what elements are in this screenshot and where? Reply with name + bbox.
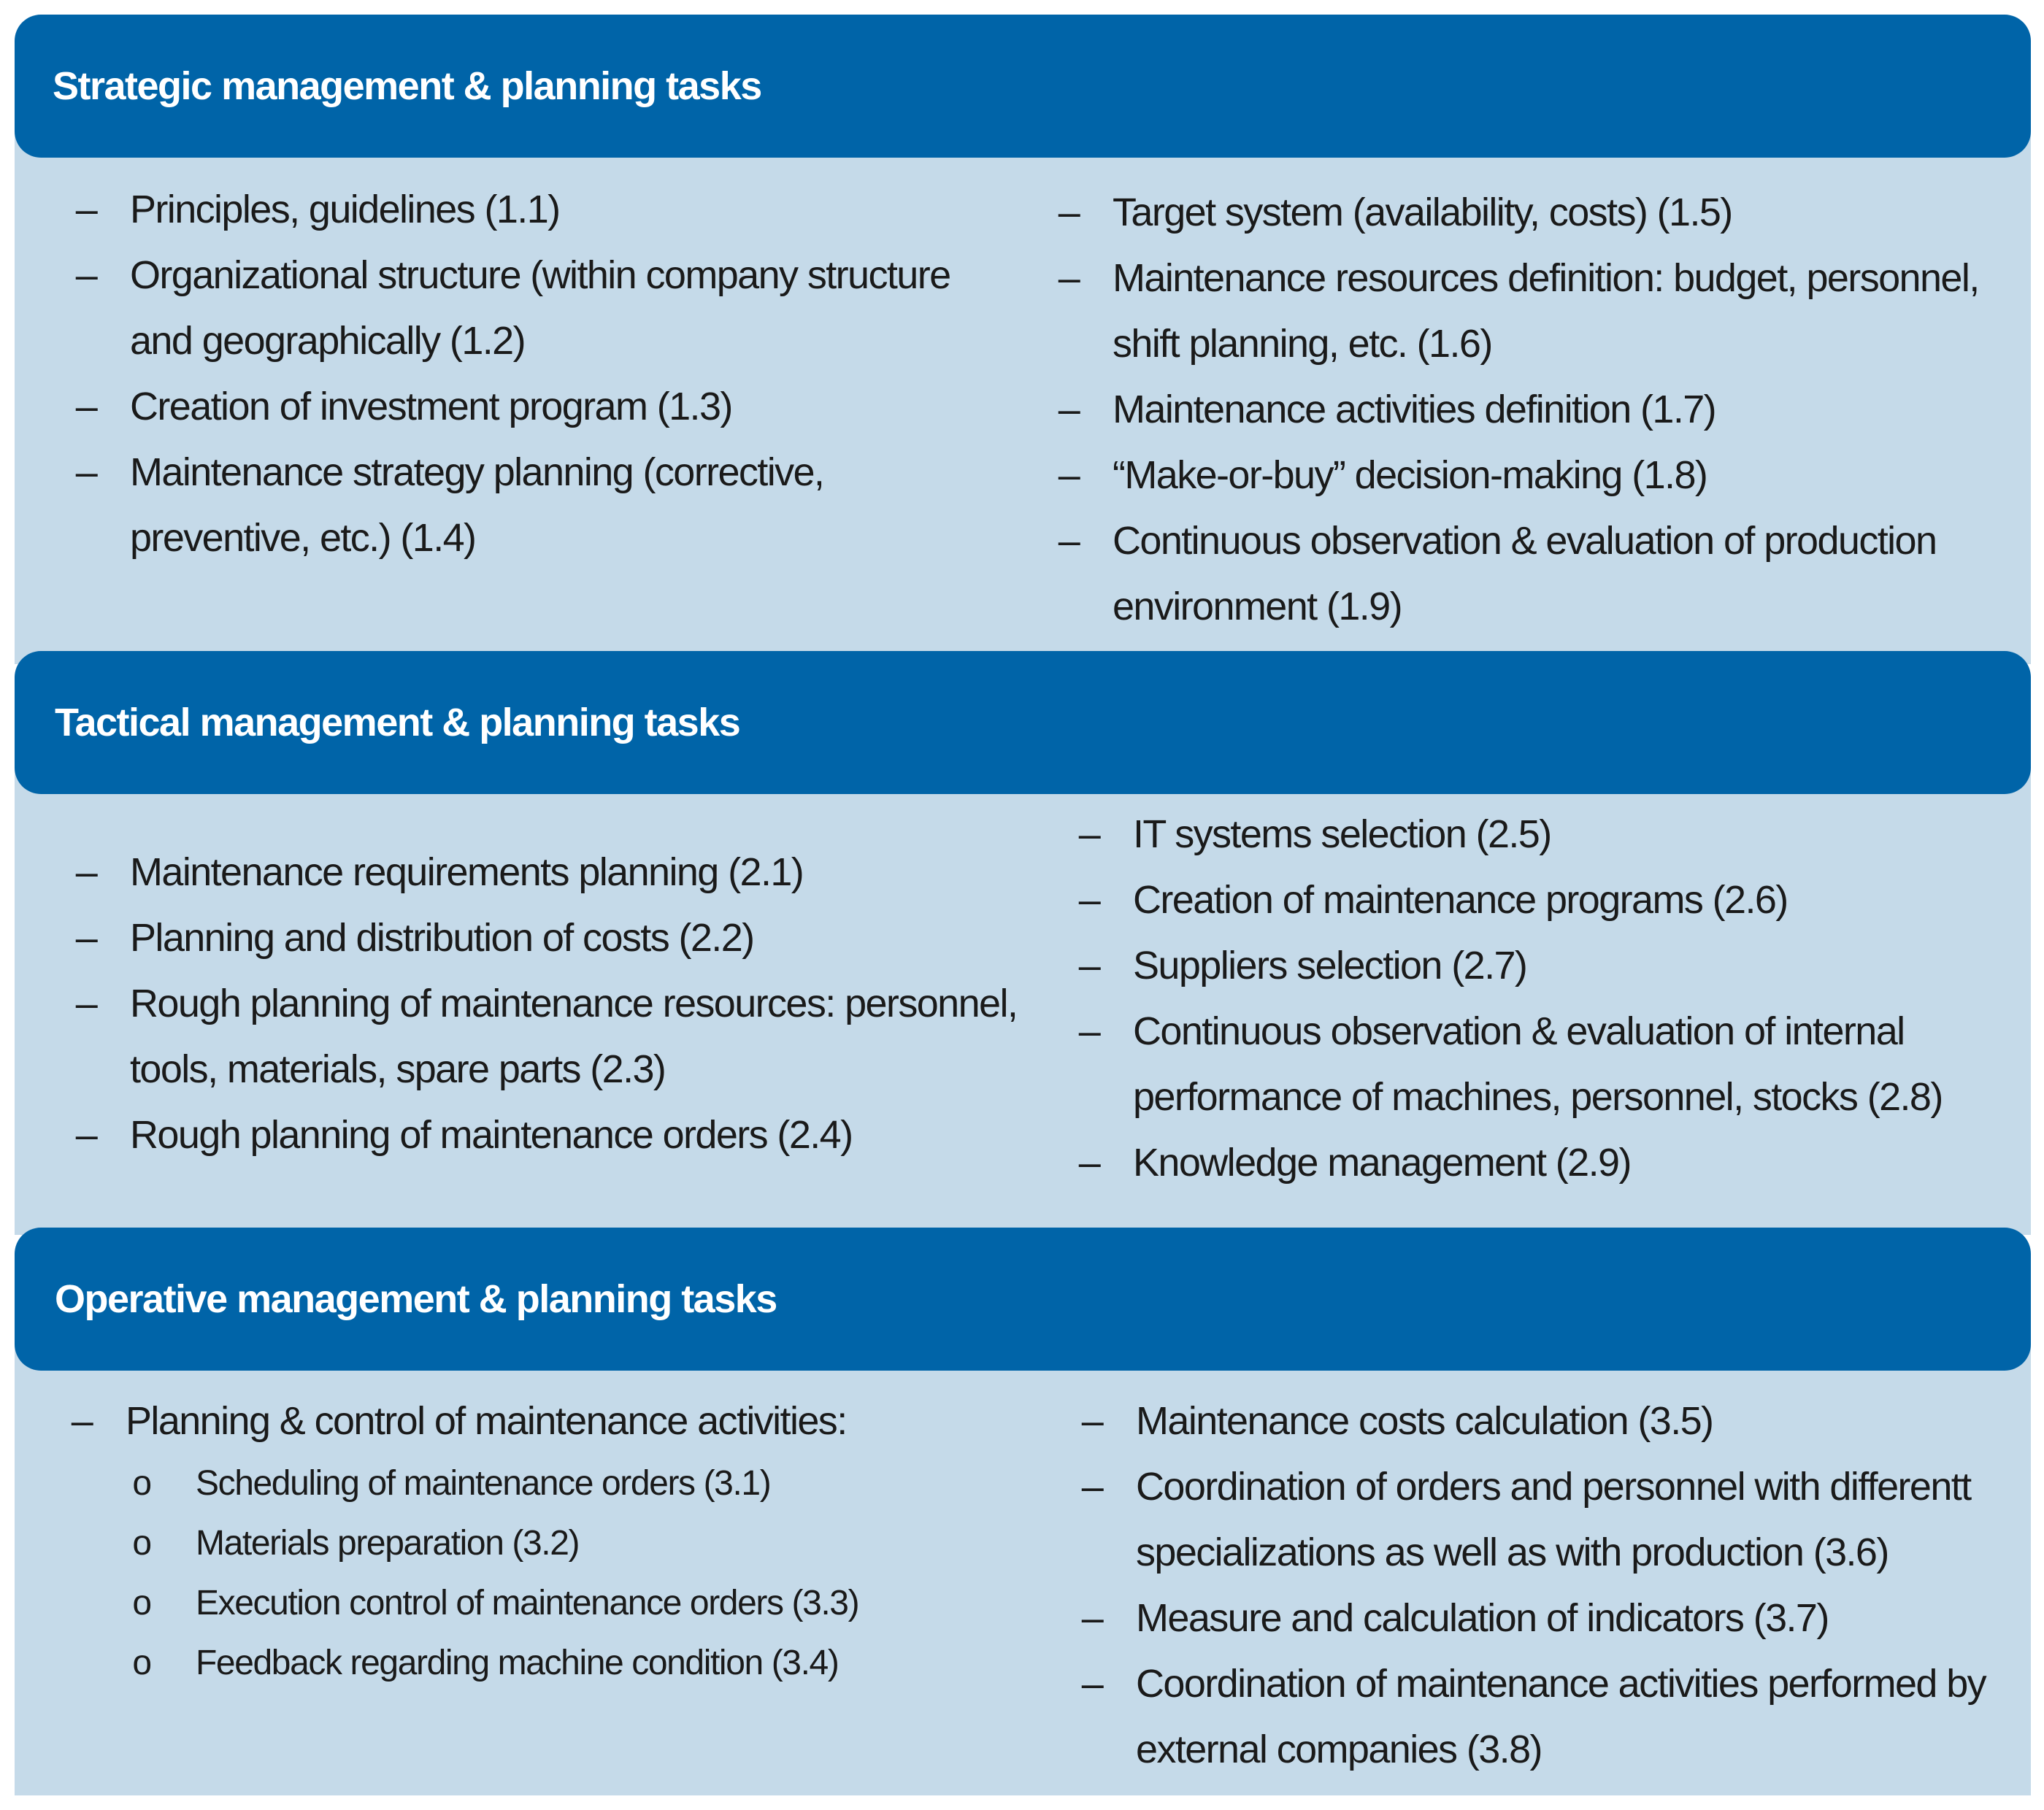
- list-item: [72, 971, 1021, 1036]
- list-item: [1054, 180, 2003, 245]
- sub-list-item: [67, 1454, 1016, 1514]
- list-item-text: environment (1.9): [1113, 585, 1402, 628]
- list-item-text: performance of machines, personnel, stocks (2.8): [1133, 1075, 1943, 1119]
- dash-bullet-icon: –: [75, 188, 97, 231]
- list-item-continuation: [72, 1036, 1021, 1102]
- circle-bullet-icon: o: [132, 1584, 151, 1622]
- dash-bullet-icon: –: [1058, 256, 1080, 300]
- list-item: [72, 242, 1021, 308]
- circle-bullet-icon: o: [132, 1524, 151, 1563]
- sub-list-item: [67, 1633, 1016, 1693]
- dash-bullet-icon: –: [1058, 519, 1080, 563]
- list-item-text: Rough planning of maintenance orders (2.4): [130, 1113, 853, 1157]
- list-item: [72, 177, 1021, 242]
- list-item: [1054, 245, 2003, 311]
- list-item-text: Maintenance strategy planning (corrective,: [130, 450, 824, 494]
- dash-bullet-icon: –: [75, 850, 97, 894]
- list-item: [72, 374, 1021, 439]
- list-item-text: and geographically (1.2): [130, 319, 525, 363]
- list-item: [1075, 801, 2024, 867]
- list-item: [67, 1388, 1016, 1454]
- section-title: Operative management & planning tasks: [55, 1277, 777, 1321]
- list-item-text: Principles, guidelines (1.1): [130, 188, 560, 231]
- list-item: [1077, 1585, 2026, 1651]
- section-header: [15, 1228, 2031, 1371]
- dash-bullet-icon: –: [75, 982, 97, 1025]
- list-item: [72, 1102, 1021, 1168]
- list-item-text: Maintenance resources definition: budget, personnel,: [1113, 256, 1979, 300]
- list-item: [1075, 867, 2024, 933]
- section-title: Strategic management & planning tasks: [53, 64, 761, 108]
- dash-bullet-icon: –: [1058, 388, 1080, 431]
- left-column: [72, 177, 1021, 571]
- list-item-continuation: [1075, 1064, 2024, 1130]
- list-item-text: Knowledge management (2.9): [1133, 1141, 1631, 1185]
- dash-bullet-icon: –: [75, 253, 97, 297]
- list-item: [72, 905, 1021, 971]
- dash-bullet-icon: –: [1058, 453, 1080, 497]
- list-item: [1054, 377, 2003, 442]
- list-item-text: Measure and calculation of indicators (3.7): [1136, 1596, 1829, 1640]
- list-item-text: external companies (3.8): [1136, 1728, 1542, 1771]
- dash-bullet-icon: –: [75, 385, 97, 428]
- list-item-continuation: [1054, 311, 2003, 377]
- list-item-text: Feedback regarding machine condition (3.4): [196, 1644, 839, 1682]
- dash-bullet-icon: –: [1058, 190, 1080, 234]
- list-item-text: Creation of maintenance programs (2.6): [1133, 878, 1788, 922]
- left-column: [67, 1388, 1016, 1693]
- sub-list-item: [67, 1574, 1016, 1633]
- list-item-text: Planning and distribution of costs (2.2): [130, 916, 754, 960]
- dash-bullet-icon: –: [1078, 878, 1100, 922]
- list-item-text: “Make-or-buy” decision-making (1.8): [1113, 453, 1707, 497]
- list-item: [1077, 1454, 2026, 1520]
- list-item-text: Execution control of maintenance orders (3.3): [196, 1584, 859, 1622]
- left-column: [72, 839, 1021, 1168]
- list-item-text: IT systems selection (2.5): [1133, 812, 1551, 856]
- list-item-text: Coordination of orders and personnel with differentt: [1136, 1465, 1971, 1509]
- dash-bullet-icon: –: [1081, 1596, 1103, 1640]
- dash-bullet-icon: –: [75, 916, 97, 960]
- list-item: [1075, 933, 2024, 998]
- section-tactical: [15, 651, 2031, 1235]
- section-title: Tactical management & planning tasks: [55, 701, 740, 744]
- dash-bullet-icon: –: [1081, 1662, 1103, 1706]
- list-item-text: Materials preparation (3.2): [196, 1524, 580, 1563]
- list-item: [1077, 1651, 2026, 1717]
- right-column: [1075, 801, 2024, 1195]
- list-item-text: Maintenance requirements planning (2.1): [130, 850, 804, 894]
- list-item: [72, 439, 1021, 505]
- list-item-text: shift planning, etc. (1.6): [1113, 322, 1492, 366]
- circle-bullet-icon: o: [132, 1644, 151, 1682]
- list-item-text: tools, materials, spare parts (2.3): [130, 1047, 666, 1091]
- sub-list-item: [67, 1514, 1016, 1574]
- list-item-text: Continuous observation & evaluation of production: [1113, 519, 1937, 563]
- dash-bullet-icon: –: [1078, 1009, 1100, 1053]
- list-item-text: Scheduling of maintenance orders (3.1): [196, 1464, 771, 1503]
- list-item-text: Rough planning of maintenance resources: personnel,: [130, 982, 1018, 1025]
- list-item-text: specializations as well as with production (3.6): [1136, 1530, 1889, 1574]
- list-item-text: Organizational structure (within company structure: [130, 253, 950, 297]
- right-column: [1054, 180, 2003, 639]
- dash-bullet-icon: –: [75, 450, 97, 494]
- list-item-continuation: [72, 505, 1021, 571]
- dash-bullet-icon: –: [1081, 1465, 1103, 1509]
- list-item: [1077, 1388, 2026, 1454]
- list-item-text: Maintenance costs calculation (3.5): [1136, 1399, 1713, 1443]
- circle-bullet-icon: o: [132, 1464, 151, 1503]
- list-item-text: Continuous observation & evaluation of internal: [1133, 1009, 1905, 1053]
- list-item-continuation: [1054, 574, 2003, 639]
- list-item: [1054, 508, 2003, 574]
- section-strategic: [15, 15, 2031, 657]
- dash-bullet-icon: –: [1078, 944, 1100, 987]
- dash-bullet-icon: –: [1078, 812, 1100, 856]
- section-header: [15, 15, 2031, 158]
- list-item-continuation: [72, 308, 1021, 374]
- list-item-continuation: [1077, 1520, 2026, 1585]
- section-operative: [15, 1228, 2031, 1795]
- list-item-text: preventive, etc.) (1.4): [130, 516, 476, 560]
- list-item: [72, 839, 1021, 905]
- list-item: [1075, 1130, 2024, 1195]
- right-column: [1077, 1388, 2026, 1782]
- list-item: [1075, 998, 2024, 1064]
- list-item-text: Coordination of maintenance activities performed by: [1136, 1662, 1986, 1706]
- list-item: [1054, 442, 2003, 508]
- dash-bullet-icon: –: [1078, 1141, 1100, 1185]
- dash-bullet-icon: –: [1081, 1399, 1103, 1443]
- section-header: [15, 651, 2031, 794]
- list-item-text: Creation of investment program (1.3): [130, 385, 732, 428]
- dash-bullet-icon: –: [71, 1399, 93, 1443]
- dash-bullet-icon: –: [75, 1113, 97, 1157]
- list-item-continuation: [1077, 1717, 2026, 1782]
- list-item-text: Maintenance activities definition (1.7): [1113, 388, 1716, 431]
- list-item-text: Planning & control of maintenance activities:: [126, 1399, 847, 1443]
- list-item-text: Target system (availability, costs) (1.5): [1113, 190, 1732, 234]
- list-item-text: Suppliers selection (2.7): [1133, 944, 1527, 987]
